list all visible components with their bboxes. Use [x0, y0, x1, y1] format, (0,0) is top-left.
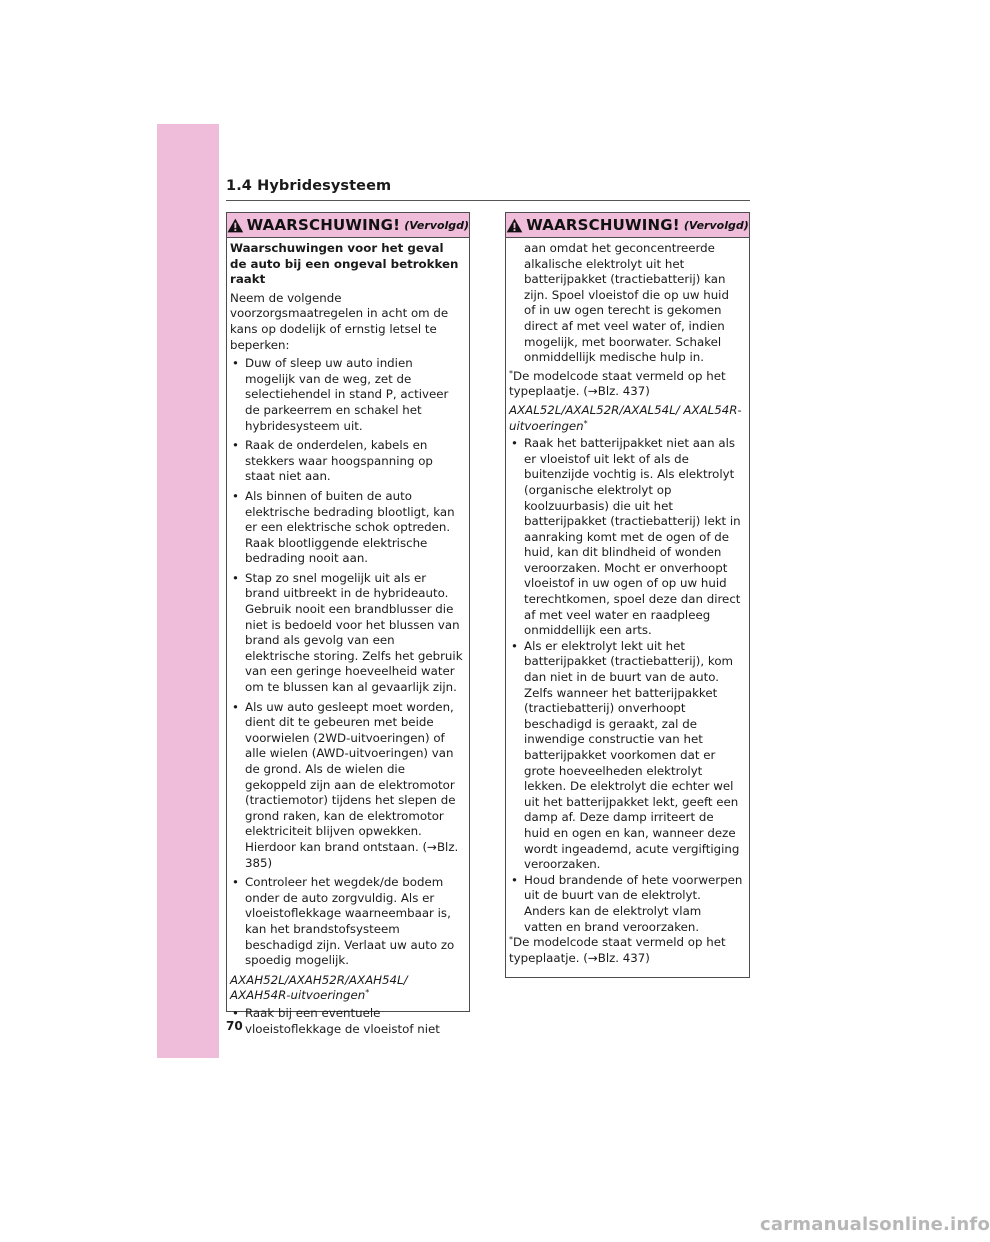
list-item: • Raak het batterijpakket niet aan als er vloeistof uit lekt of als de buitenzijde vochtig is. Als elektrolyt (organische elektrolyt op koolzuurbasis) die uit het batterijpakket (tractiebatterij) lekt in aanraking komt met de ogen of de huid, kan dit blindheid of wonden veroorzaken. Mocht er onverhoopt vloeistof in uw ogen of op uw huid terechtkomen, spoel deze dan direct af met veel water en raadpleeg onmiddellijk een arts.	[509, 436, 743, 639]
warning-bullet-list	[230, 1006, 463, 1037]
list-item: • Houd brandende of hete voorwerpen uit de buurt van de elektrolyt. Anders kan de elektrolyt vlam vatten en brand veroorzaken.	[509, 873, 743, 935]
list-item: • Stap zo snel mogelijk uit als er brand uitbreekt in de hybrideauto. Gebruik nooit een brandblusser die niet is bedoeld voor het blussen van brand als gevolg van een elektrische storing. Zelfs het gebruik van een geringe hoeveelheid water om te blussen kan al gevaarlijk zijn.	[230, 571, 463, 696]
footnote-marker: *	[365, 988, 370, 998]
footnote-marker: *	[509, 368, 513, 378]
list-item: • Raak de onderdelen, kabels en stekkers waar hoogspanning op staat niet aan.	[230, 438, 463, 485]
warning-body	[227, 238, 469, 1037]
warning-title: WAARSCHUWING!	[526, 216, 680, 234]
model-code-line: AXAH52L/AXAH52R/AXAH54L/ AXAH54R-uitvoeringen*	[230, 972, 408, 1003]
warning-intro: Neem de volgende voorzorgsmaatregelen in acht om de kans op dodelijk of ernstig letsel te beperken:	[230, 290, 449, 352]
warning-header	[506, 213, 749, 238]
list-item: • Duw of sleep uw auto indien mogelijk van de weg, zet de selectiehendel in stand P, activeer de parkeerrem en schakel het hybridesysteem uit.	[230, 356, 463, 434]
section-divider	[226, 200, 750, 201]
continued-label: (Vervolgd)	[404, 218, 470, 232]
list-item: • Controleer het wegdek/de bodem onder de auto zorgvuldig. Als er vloeistoflekkage waarneembaar is, kan het brandstofsysteem beschadigd zijn. Verlaat uw auto zo spoedig mogelijk.	[230, 875, 463, 969]
continued-label: (Vervolgd)	[683, 218, 749, 232]
warning-bullet-list	[230, 356, 463, 969]
list-item: • Raak bij een eventuele vloeistoflekkage de vloeistof niet	[230, 1006, 463, 1037]
warning-subheading: Waarschuwingen voor het geval de auto bij een ongeval betrokken raakt	[230, 241, 459, 287]
page-number: 70	[226, 1019, 243, 1033]
warning-bullet-list	[509, 436, 743, 935]
site-watermark: carmanualsonline.info	[760, 1214, 990, 1235]
list-item: • Als binnen of buiten de auto elektrische bedrading blootligt, kan er een elektrische schok optreden. Raak blootliggende elektrische bedrading nooit aan.	[230, 489, 463, 567]
section-title: 1.4 Hybridesysteem	[226, 178, 392, 194]
warning-header	[227, 213, 469, 238]
list-item: • Als uw auto gesleept moet worden, dient dit te gebeuren met beide voorwielen (2WD-uitvoeringen) of alle wielen (AWD-uitvoeringen) van de grond. Als de wielen die gekoppeld zijn aan de elektromotor (tractiemotor) tijdens het slepen de grond raken, kan de elektromotor elektriciteit blijven opwekken. Hierdoor kan brand ontstaan. (→Blz. 385)	[230, 700, 463, 872]
warning-body	[506, 238, 749, 966]
footnote-marker: *	[509, 935, 513, 945]
footnote-marker: *	[583, 418, 588, 428]
continued-text: aan omdat het geconcentreerde alkalische elektrolyt uit het batterijpakket (tractiebatterij) kan zijn. Spoel vloeistof die op uw huid of in uw ogen terecht is gekomen direct af met veel water of, indien mogelijk, met boorwater. Schakel onmiddellijk medische hulp in.	[524, 241, 729, 365]
warning-title: WAARSCHUWING!	[246, 216, 401, 234]
model-code-line: AXAL52L/AXAL52R/AXAL54L/ AXAL54R-uitvoeringen*	[509, 402, 742, 433]
warning-triangle-icon	[227, 218, 244, 233]
warning-triangle-icon	[506, 218, 523, 233]
footnote: *De modelcode staat vermeld op het typeplaatje. (→Blz. 437)	[509, 935, 726, 965]
chapter-sidebar-tab	[157, 124, 219, 1058]
list-item: • Als er elektrolyt lekt uit het batterijpakket (tractiebatterij), kom dan niet in de buurt van de auto. Zelfs wanneer het batterijpakket (tractiebatterij) onverhoopt beschadigd is geraakt, zal de inwendige constructie van het batterijpakket voorkomen dat er grote hoeveelheden elektrolyt lekken. De elektrolyt die echter wel uit het batterijpakket lekt, geeft een damp af. Deze damp irriteert de huid en ogen en kan, wanneer deze wordt ingeademd, acute vergiftiging veroorzaken.	[509, 639, 743, 873]
warning-box-right	[505, 212, 750, 978]
footnote: *De modelcode staat vermeld op het typeplaatje. (→Blz. 437)	[509, 368, 726, 399]
